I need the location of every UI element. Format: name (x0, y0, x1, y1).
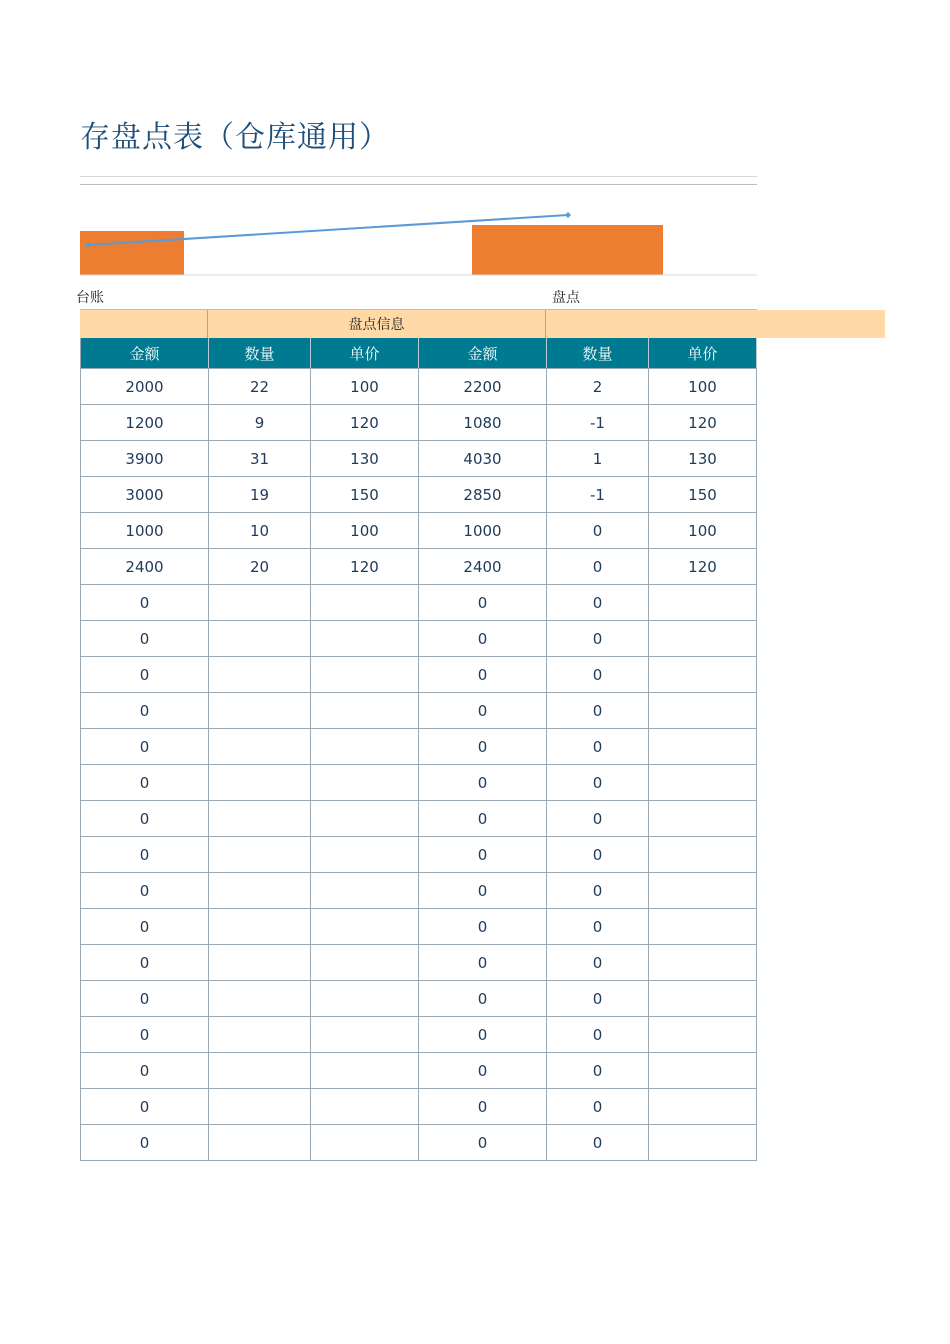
table-cell[interactable] (209, 621, 311, 657)
table-cell[interactable] (209, 837, 311, 873)
table-cell[interactable]: 3900 (81, 441, 209, 477)
table-row (81, 945, 757, 981)
table-cell[interactable]: 120 (649, 405, 757, 441)
table-cell[interactable] (649, 729, 757, 765)
table-cell[interactable]: 20 (209, 549, 311, 585)
table-cell[interactable]: 150 (311, 477, 419, 513)
table-cell[interactable] (311, 657, 419, 693)
table-row (81, 729, 757, 765)
table-cell[interactable]: 0 (419, 1053, 547, 1089)
table-row (81, 837, 757, 873)
table-cell[interactable]: 120 (649, 549, 757, 585)
table-cell[interactable] (649, 1125, 757, 1161)
table-cell[interactable]: 0 (81, 945, 209, 981)
table-row (81, 693, 757, 729)
table-cell[interactable] (649, 909, 757, 945)
table-row (81, 621, 757, 657)
table-row (81, 1125, 757, 1161)
table-cell[interactable]: 0 (547, 1125, 649, 1161)
table-row (81, 657, 757, 693)
table-cell[interactable]: 22 (209, 369, 311, 405)
table-cell[interactable]: 0 (419, 945, 547, 981)
table-cell[interactable]: 1080 (419, 405, 547, 441)
table-cell[interactable]: -1 (547, 477, 649, 513)
table-cell[interactable]: 120 (311, 405, 419, 441)
table-cell[interactable] (649, 585, 757, 621)
table-cell[interactable] (649, 801, 757, 837)
table-cell[interactable] (311, 621, 419, 657)
table-cell[interactable]: 2850 (419, 477, 547, 513)
table-cell[interactable]: 3000 (81, 477, 209, 513)
table-cell[interactable]: 100 (311, 369, 419, 405)
table-row (81, 801, 757, 837)
group-header-inventory: 盘点信息 (208, 310, 546, 338)
table-cell[interactable]: 0 (547, 585, 649, 621)
table-cell[interactable] (311, 1053, 419, 1089)
table-cell[interactable]: 1200 (81, 405, 209, 441)
table-cell[interactable] (311, 729, 419, 765)
table-row (81, 405, 757, 441)
table-cell[interactable] (311, 837, 419, 873)
table-cell[interactable]: 0 (81, 693, 209, 729)
table-row (81, 441, 757, 477)
table-cell[interactable]: 0 (547, 1017, 649, 1053)
table-cell[interactable]: 120 (311, 549, 419, 585)
table-cell[interactable]: 0 (419, 657, 547, 693)
table-cell[interactable]: 0 (547, 621, 649, 657)
table-cell[interactable]: 0 (81, 729, 209, 765)
table-cell[interactable] (209, 693, 311, 729)
table-cell[interactable]: 0 (547, 873, 649, 909)
table-row (81, 765, 757, 801)
table-row (81, 513, 757, 549)
table-cell[interactable] (311, 693, 419, 729)
table-cell[interactable] (209, 765, 311, 801)
table-cell[interactable] (649, 981, 757, 1017)
table-cell[interactable]: 31 (209, 441, 311, 477)
table-cell[interactable] (649, 945, 757, 981)
table-row (81, 909, 757, 945)
table-cell[interactable]: 19 (209, 477, 311, 513)
table-cell[interactable] (649, 1089, 757, 1125)
table-cell[interactable] (209, 801, 311, 837)
table-cell[interactable]: 2400 (81, 549, 209, 585)
table-cell[interactable]: 2400 (419, 549, 547, 585)
table-cell[interactable] (209, 585, 311, 621)
table-cell[interactable] (649, 621, 757, 657)
table-cell[interactable]: 0 (81, 765, 209, 801)
table-cell[interactable] (649, 657, 757, 693)
table-cell[interactable] (311, 1125, 419, 1161)
table-cell[interactable]: 0 (419, 693, 547, 729)
table-cell[interactable] (311, 765, 419, 801)
page-title: 存盘点表（仓库通用） (80, 120, 390, 155)
table-cell[interactable] (209, 981, 311, 1017)
table-cell[interactable]: 0 (419, 729, 547, 765)
table-cell[interactable]: 0 (81, 1089, 209, 1125)
table-row (81, 1017, 757, 1053)
table-cell[interactable]: 10 (209, 513, 311, 549)
table-cell[interactable]: 0 (547, 765, 649, 801)
table-cell[interactable] (311, 873, 419, 909)
table-cell[interactable] (649, 693, 757, 729)
table-cell[interactable]: 0 (419, 909, 547, 945)
table-cell[interactable]: 0 (547, 837, 649, 873)
table-cell[interactable] (311, 585, 419, 621)
table-cell[interactable]: 130 (649, 441, 757, 477)
table-cell[interactable]: 2 (547, 369, 649, 405)
table-cell[interactable] (649, 1017, 757, 1053)
table-row (81, 1089, 757, 1125)
col-header-unit-price: 单价 (311, 338, 419, 369)
table-cell[interactable]: 0 (81, 657, 209, 693)
table-row (81, 873, 757, 909)
table-cell[interactable]: 2000 (81, 369, 209, 405)
comparison-chart (80, 200, 757, 280)
table-cell[interactable]: 0 (81, 981, 209, 1017)
table-cell[interactable]: 9 (209, 405, 311, 441)
chart-label-left: 台账 (76, 290, 104, 306)
table-cell[interactable] (311, 801, 419, 837)
table-cell[interactable]: 0 (81, 621, 209, 657)
table-cell[interactable]: 0 (547, 801, 649, 837)
table-cell[interactable]: 0 (81, 1017, 209, 1053)
table-cell[interactable] (311, 945, 419, 981)
table-cell[interactable] (209, 1053, 311, 1089)
table-cell[interactable]: 1 (547, 441, 649, 477)
table-cell[interactable] (311, 1089, 419, 1125)
table-cell[interactable]: 0 (81, 1125, 209, 1161)
table-cell[interactable]: 0 (81, 585, 209, 621)
col-header-quantity: 数量 (547, 338, 649, 369)
table-cell[interactable]: 1000 (419, 513, 547, 549)
divider-line (80, 176, 757, 177)
table-cell[interactable]: 0 (419, 801, 547, 837)
table-cell[interactable] (209, 945, 311, 981)
table-cell[interactable]: 0 (547, 657, 649, 693)
table-cell[interactable]: 100 (649, 513, 757, 549)
table-cell[interactable]: 0 (547, 945, 649, 981)
table-cell[interactable] (649, 837, 757, 873)
col-header-unit-price: 单价 (649, 338, 757, 369)
table-cell[interactable]: 1000 (81, 513, 209, 549)
table-cell[interactable]: 0 (547, 513, 649, 549)
table-cell[interactable]: 0 (547, 1053, 649, 1089)
col-header-quantity: 数量 (209, 338, 311, 369)
table-cell[interactable] (209, 657, 311, 693)
table-row (81, 369, 757, 405)
table-cell[interactable]: 0 (81, 801, 209, 837)
table-cell[interactable]: 0 (419, 1089, 547, 1125)
table-row (81, 477, 757, 513)
chart-bar-right (472, 225, 663, 275)
table-cell[interactable]: 0 (547, 909, 649, 945)
table-cell[interactable]: -1 (547, 405, 649, 441)
table-cell[interactable]: 0 (81, 873, 209, 909)
table-cell[interactable]: 0 (419, 873, 547, 909)
table-cell[interactable] (209, 1017, 311, 1053)
table-cell[interactable] (311, 909, 419, 945)
table-cell[interactable] (209, 729, 311, 765)
table-cell[interactable] (649, 765, 757, 801)
table-cell[interactable]: 4030 (419, 441, 547, 477)
table-cell[interactable]: 0 (419, 1017, 547, 1053)
table-cell[interactable]: 0 (419, 837, 547, 873)
table-cell[interactable]: 0 (547, 981, 649, 1017)
table-cell[interactable]: 0 (547, 693, 649, 729)
table-cell[interactable]: 0 (81, 837, 209, 873)
group-header-blank-right (546, 310, 885, 338)
table-cell[interactable]: 0 (419, 585, 547, 621)
table-cell[interactable]: 0 (419, 621, 547, 657)
table-row (81, 585, 757, 621)
table-cell[interactable] (311, 1017, 419, 1053)
col-header-amount: 金额 (419, 338, 547, 369)
table-cell[interactable] (209, 1089, 311, 1125)
chart-point-right (565, 212, 571, 218)
table-cell[interactable]: 2200 (419, 369, 547, 405)
table-cell[interactable]: 0 (547, 549, 649, 585)
table-row (81, 981, 757, 1017)
table-cell[interactable]: 0 (419, 765, 547, 801)
group-header-blank-left (80, 310, 208, 338)
table-cell[interactable] (209, 1125, 311, 1161)
table-row (81, 1053, 757, 1089)
table-cell[interactable]: 100 (649, 369, 757, 405)
chart-label-right: 盘点 (552, 290, 580, 306)
table-cell[interactable]: 0 (419, 1125, 547, 1161)
column-header-row (81, 338, 757, 369)
divider-line (80, 184, 757, 185)
table-cell[interactable] (649, 1053, 757, 1089)
table-cell[interactable]: 0 (547, 729, 649, 765)
table-cell[interactable]: 130 (311, 441, 419, 477)
table-cell[interactable]: 0 (81, 1053, 209, 1089)
inventory-table (80, 338, 757, 1161)
table-cell[interactable] (649, 873, 757, 909)
table-cell[interactable] (209, 909, 311, 945)
table-cell[interactable] (209, 873, 311, 909)
table-cell[interactable]: 0 (547, 1089, 649, 1125)
chart-bar-left (80, 231, 184, 275)
col-header-amount: 金额 (81, 338, 209, 369)
table-cell[interactable]: 0 (419, 981, 547, 1017)
table-cell[interactable] (311, 981, 419, 1017)
table-cell[interactable]: 100 (311, 513, 419, 549)
table-cell[interactable]: 0 (81, 909, 209, 945)
table-row (81, 549, 757, 585)
table-cell[interactable]: 150 (649, 477, 757, 513)
